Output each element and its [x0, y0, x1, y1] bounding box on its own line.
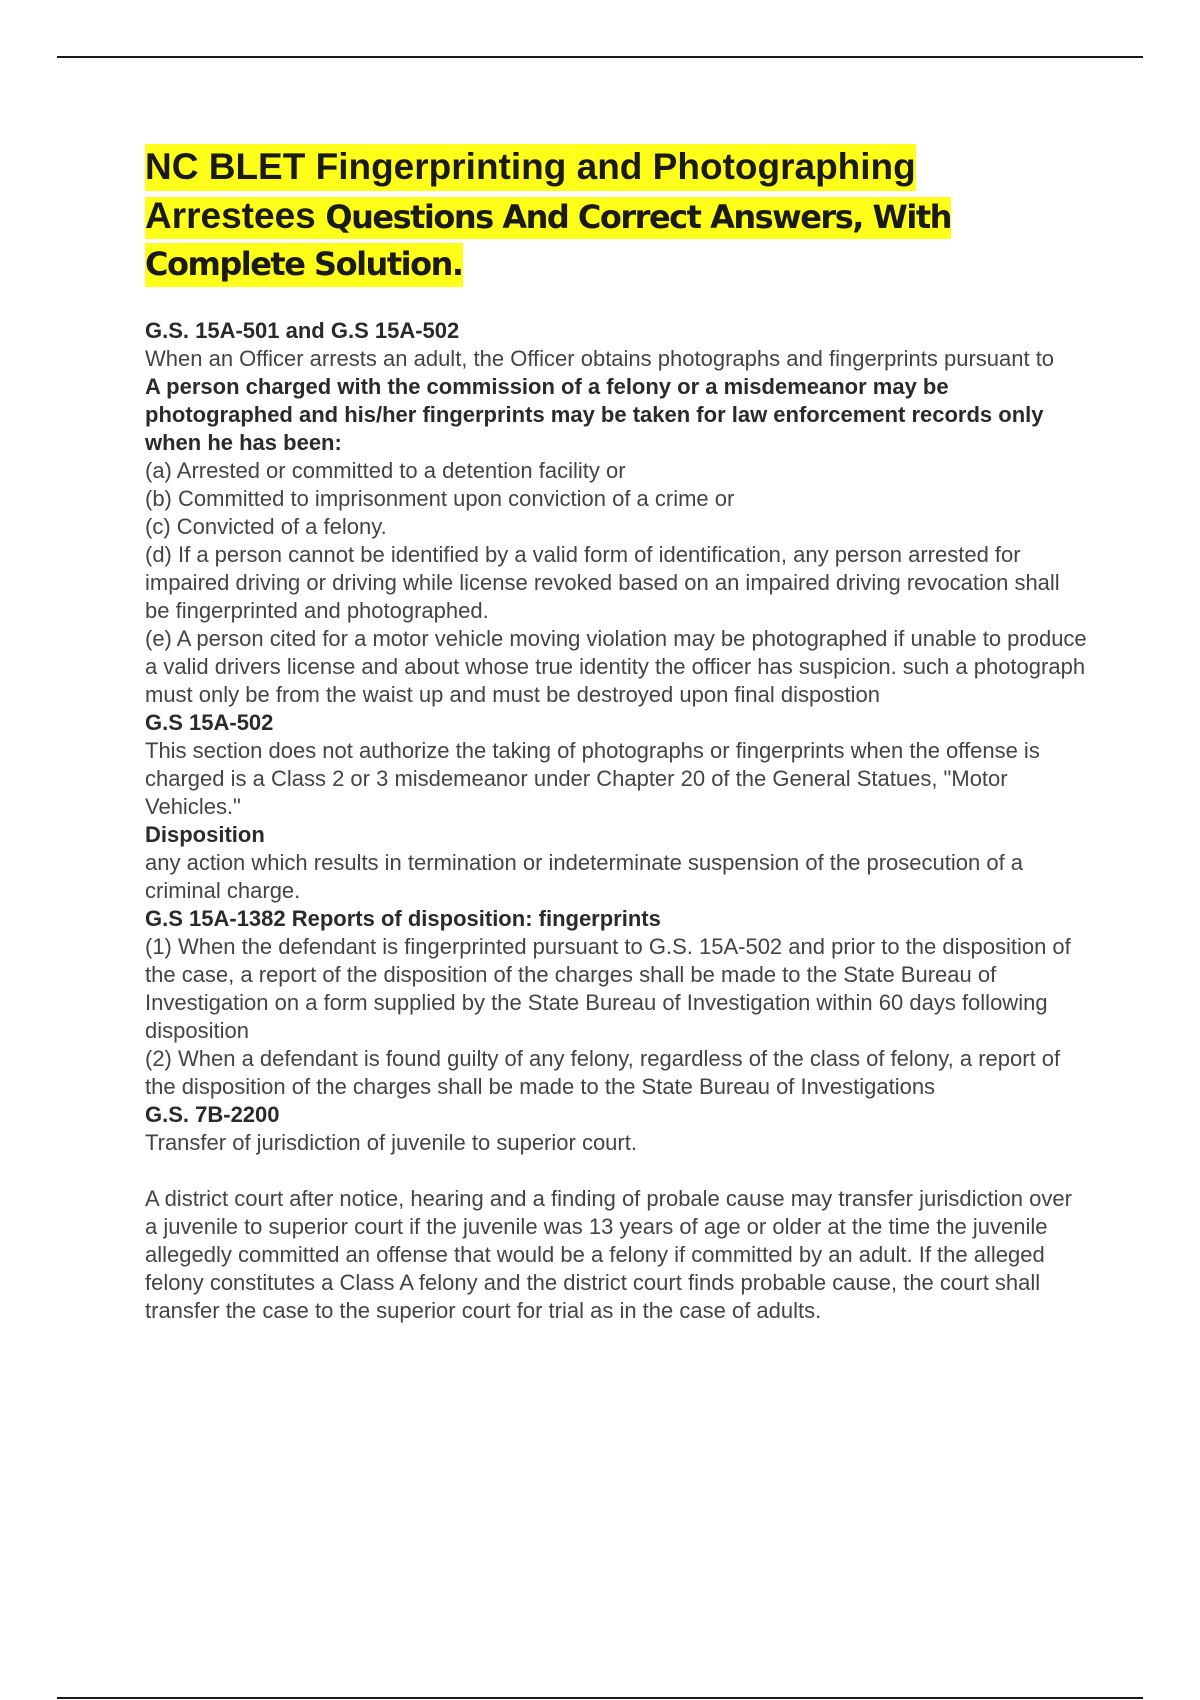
- answer-6-line-1: Transfer of jurisdiction of juvenile to superior court.: [145, 1130, 637, 1155]
- answer-6-line-2: A district court after notice, hearing and a finding of probale cause may transfer jurisdiction over a juvenile to superior court if the juvenile was 13 years of age or older at the time the juvenile allegedly committed an offense that would be a felony if committed by an adult. If the alleged felony constitutes a Class A felony and the district court finds probable cause, the court shall transfer the case to the superior court for trial as in the case of adults.: [145, 1186, 1072, 1323]
- answer-1: When an Officer arrests an adult, the Officer obtains photographs and fingerprints pursuant to: [145, 346, 1055, 371]
- question-1: G.S. 15A-501 and G.S 15A-502: [145, 318, 460, 343]
- answer-4: any action which results in termination or indeterminate suspension of the prosecution of a criminal charge.: [145, 850, 1024, 903]
- question-3: G.S 15A-502: [145, 710, 274, 735]
- answer-2-item-b: (b) Committed to imprisonment upon conviction of a crime or: [145, 486, 735, 511]
- question-5: G.S 15A-1382 Reports of disposition: fingerprints: [145, 906, 661, 931]
- answer-2-item-e: (e) A person cited for a motor vehicle moving violation may be photographed if unable to produce a valid drivers license and about whose true identity the officer has suspicion. such a photograph must only be from the waist up and must be destroyed upon final dispostion: [145, 626, 1087, 707]
- question-2: A person charged with the commission of a felony or a misdemeanor may be photographed and his/her fingerprints may be taken for law enforcement records only when he has been:: [145, 374, 1044, 455]
- answer-5-item-2: (2) When a defendant is found guilty of any felony, regardless of the class of felony, a report of the disposition of the charges shall be made to the State Bureau of Investigations: [145, 1046, 1061, 1099]
- title-line-1: NC BLET Fingerprinting and Photographing: [145, 144, 916, 191]
- answer-3: This section does not authorize the taking of photographs or fingerprints when the offense is charged is a Class 2 or 3 misdemeanor under Chapter 20 of the General Statues, "Motor Vehicles.": [145, 738, 1040, 819]
- title-line-2-bold: Arrestees: [145, 195, 316, 236]
- answer-2-item-c: (c) Convicted of a felony.: [145, 514, 387, 539]
- title-line-3: Complete Solution.: [145, 243, 463, 287]
- document-body: [145, 317, 1090, 1325]
- footer-rule: [57, 1697, 1143, 1699]
- header-rule: [57, 56, 1143, 58]
- answer-5-item-1: (1) When the defendant is fingerprinted pursuant to G.S. 15A-502 and prior to the disposition of the case, a report of the disposition of the charges shall be made to the State Bureau of Investigation on a form supplied by the State Bureau of Investigation within 60 days following disposition: [145, 934, 1071, 1043]
- question-4: Disposition: [145, 822, 265, 847]
- document-title: [145, 142, 1085, 289]
- title-line-2-rest: Questions And Correct Answers, With: [315, 198, 951, 236]
- answer-2-item-a: (a) Arrested or committed to a detention facility or: [145, 458, 626, 483]
- question-6: G.S. 7B-2200: [145, 1102, 280, 1127]
- paragraph-spacer: [145, 1157, 1090, 1185]
- answer-2-item-d: (d) If a person cannot be identified by a valid form of identification, any person arrested for impaired driving or driving while license revoked based on an impaired driving revocation shall be fingerprinted and photographed.: [145, 542, 1060, 623]
